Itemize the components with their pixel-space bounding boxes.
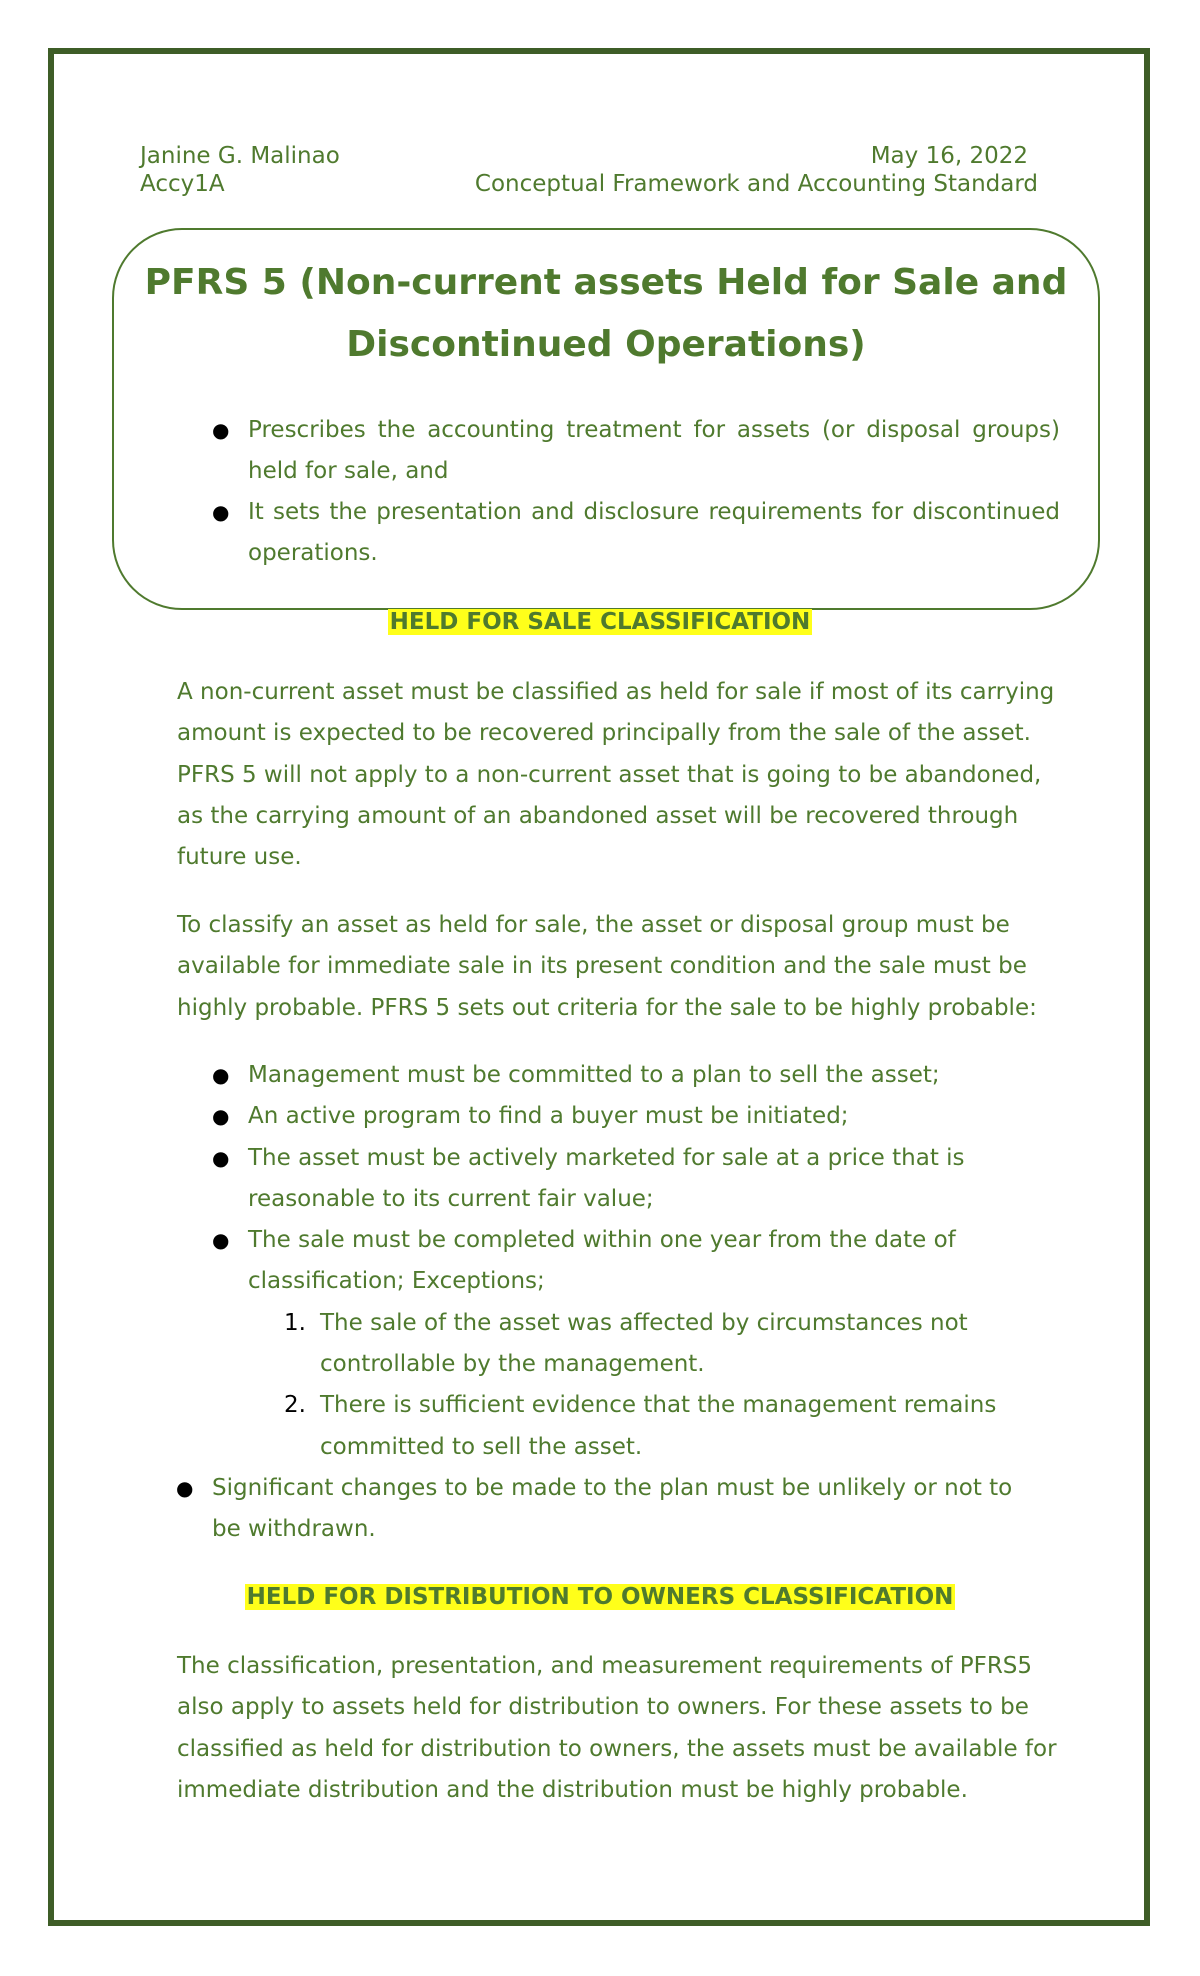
criteria-text: An active program to find a buyer must be initiated; <box>248 1103 849 1130</box>
held-for-distribution-paragraph: The classification, presentation, and measurement requirements of PFRS5 also apply to assets held for distribution to owners. For these assets to be classified as held for distribution to owners, the assets must be available for immediate distribution and the distribution must be highly probable. <box>177 1653 1057 1803</box>
title-line-1: PFRS 5 (Non-current assets Held for Sale and <box>144 262 1068 303</box>
held-for-distribution-heading <box>0 1582 1200 1612</box>
criteria-item <box>212 1138 1008 1221</box>
held-for-sale-paragraph-1: A non-current asset must be classified as held for sale if most of its carrying amount is expected to be recovered principally from the sale of the asset. PFRS 5 will not apply to a non-current asset that is going to be abandoned, as the carrying amount of an abandoned asset will be recovered through future use. <box>177 679 1055 871</box>
held-for-sale-heading-text: HELD FOR SALE CLASSIFICATION <box>389 609 811 635</box>
exception-item <box>284 1303 1008 1386</box>
document-date: May 16, 2022 <box>870 143 1028 169</box>
page-title <box>112 252 1100 376</box>
bullet-icon: ● <box>212 1063 230 1087</box>
final-bullet-list <box>176 1468 1042 1551</box>
bullet-icon: ● <box>176 1476 194 1500</box>
final-bullet-item <box>176 1468 1042 1551</box>
criteria-item <box>212 1220 1008 1468</box>
bullet-icon: ● <box>212 500 230 524</box>
intro-bullet-item <box>212 492 1060 574</box>
exception-text: The sale of the asset was affected by circumstances not controllable by the management. <box>320 1309 968 1378</box>
criteria-item <box>212 1055 1008 1096</box>
held-for-sale-paragraph-2: To classify an asset as held for sale, the asset or disposal group must be available for immediate sale in its present condition and the sale must be highly probable. PFRS 5 sets out criteria for the sale to be highly probable: <box>177 912 1037 1021</box>
final-bullet-text: Significant changes to be made to the plan must be unlikely or not to be withdrawn. <box>212 1475 1013 1543</box>
title-line-2: Discontinued Operations) <box>346 324 866 365</box>
intro-bullet-text: It sets the presentation and disclosure requirements for discontinued operations. <box>248 499 1060 566</box>
held-for-distribution-heading-text: HELD FOR DISTRIBUTION TO OWNERS CLASSIFICATION <box>246 1584 954 1610</box>
criteria-item <box>212 1096 1008 1137</box>
criteria-text: The asset must be actively marketed for sale at a price that is reasonable to its current fair value; <box>248 1144 965 1212</box>
exception-number: 1. <box>284 1309 306 1336</box>
exception-item <box>284 1385 1008 1468</box>
held-for-sale-heading <box>0 607 1200 637</box>
criteria-list <box>212 1055 1008 1468</box>
intro-bullet-text: Prescribes the accounting treatment for assets (or disposal groups) held for sale, and <box>248 417 1060 484</box>
bullet-icon: ● <box>212 1145 230 1170</box>
bullet-icon: ● <box>212 418 230 442</box>
bullet-icon: ● <box>212 1104 230 1129</box>
exceptions-list <box>248 1303 1008 1468</box>
intro-bullet-item <box>212 410 1060 492</box>
criteria-text: The sale must be completed within one year from the date of classification; Exceptions; <box>248 1227 956 1295</box>
intro-bullet-list <box>212 410 1060 574</box>
course-code: Accy1A <box>140 171 225 197</box>
criteria-text: Management must be committed to a plan to sell the asset; <box>248 1062 940 1088</box>
author-name: Janine G. Malinao <box>140 143 340 169</box>
bullet-icon: ● <box>212 1228 230 1253</box>
exception-number: 2. <box>284 1392 306 1419</box>
exception-text: There is sufficient evidence that the management remains committed to sell the asset. <box>320 1392 997 1460</box>
subject-title: Conceptual Framework and Accounting Standard <box>474 171 1038 197</box>
